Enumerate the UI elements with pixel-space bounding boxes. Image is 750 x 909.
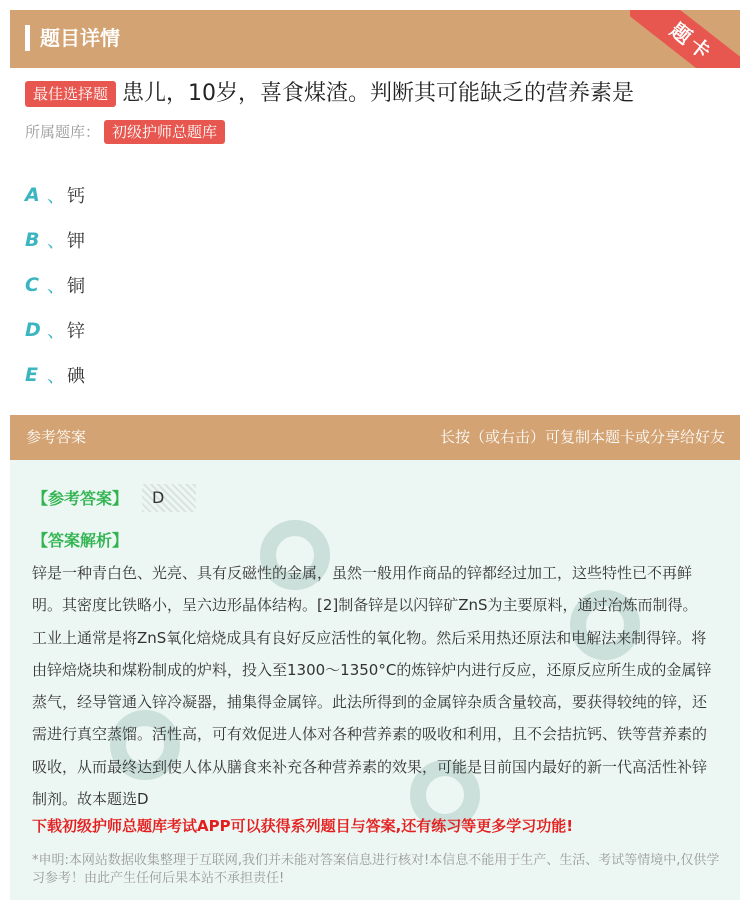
options-list	[25, 172, 725, 397]
option-letter: C	[25, 273, 39, 296]
option-letter: B	[25, 228, 40, 251]
question-bank	[25, 120, 225, 144]
question-text: 患儿，10岁，喜食煤渣。判断其可能缺乏的营养素是	[122, 81, 635, 106]
answer-section-header	[10, 415, 740, 460]
option-letter: D	[25, 318, 41, 341]
option-separator: 、	[47, 320, 65, 342]
option-separator: 、	[47, 185, 65, 207]
option-b[interactable]	[25, 217, 725, 262]
question-type-badge: 最佳选择题	[25, 81, 116, 107]
download-app-promo[interactable]: 下载初级护师总题库考试APP可以获得系列题目与答案,还有练习等更多学习功能!	[32, 817, 574, 835]
option-letter: A	[25, 183, 40, 206]
answer-section-title: 参考答案	[26, 428, 87, 446]
question-stem	[25, 78, 725, 110]
option-text: 钙	[67, 185, 85, 207]
answer-panel	[10, 460, 740, 900]
option-c[interactable]	[25, 262, 725, 307]
page-title: 题目详情	[40, 26, 120, 50]
option-separator: 、	[47, 275, 65, 297]
option-letter: E	[25, 363, 38, 386]
option-text: 锌	[67, 320, 85, 342]
disclaimer-text: *申明:本网站数据收集整理于互联网,我们并未能对答案信息进行核对!本信息不能用于生产、生活、考试等情境中,仅供学习参考！由此产生任何后果本站不承担责任!	[32, 853, 720, 886]
header-accent-bar	[25, 25, 30, 51]
page-header	[10, 10, 740, 68]
answer-label: 【参考答案】	[32, 489, 129, 508]
option-e[interactable]	[25, 352, 725, 397]
option-text: 碘	[67, 365, 85, 387]
question-bank-link[interactable]: 初级护师总题库	[104, 120, 225, 144]
option-separator: 、	[47, 365, 65, 387]
explanation-text: 锌是一种青白色、光亮、具有反磁性的金属，虽然一般用作商品的锌都经过加工，这些特性已不再鲜明。其密度比铁略小，呈六边形晶体结构。[2]制备锌是以闪锌矿ZnS为主要原料，通过冶炼而制得。工业上通常是将ZnS氧化焙烧成具有良好反应活性的氧化物。然后采用热还原法和电解法来制得锌。将由锌焙烧块和煤粉制成的炉料，投入至1300～1350°C的炼锌炉内进行反应，还原反应所生成的金属锌蒸气，经导管通入锌冷凝器，捕集得金属锌。此法所得到的金属锌杂质含量较高，要获得较纯的锌，还需进行真空蒸馏。活性高，可有效促进人体对各种营养素的吸收和利用，且不会拮抗钙、铁等营养素的吸收，从而最终达到使人体从膳食来补充各种营养素的效果，可能是目前国内最好的新一代高活性补锌制剂。故本题选D	[32, 564, 712, 809]
option-a[interactable]	[25, 172, 725, 217]
explanation-label: 【答案解析】	[32, 531, 129, 550]
option-text: 铜	[67, 275, 85, 297]
share-hint: 长按（或右击）可复制本题卡或分享给好友	[439, 428, 725, 446]
option-text: 钾	[67, 230, 85, 252]
corner-ribbon: 题卡	[630, 10, 740, 68]
ribbon-container	[630, 10, 740, 68]
option-separator: 、	[47, 230, 65, 252]
option-d[interactable]	[25, 307, 725, 352]
question-bank-label: 所属题库：	[25, 123, 101, 141]
answer-value: D	[142, 484, 196, 512]
